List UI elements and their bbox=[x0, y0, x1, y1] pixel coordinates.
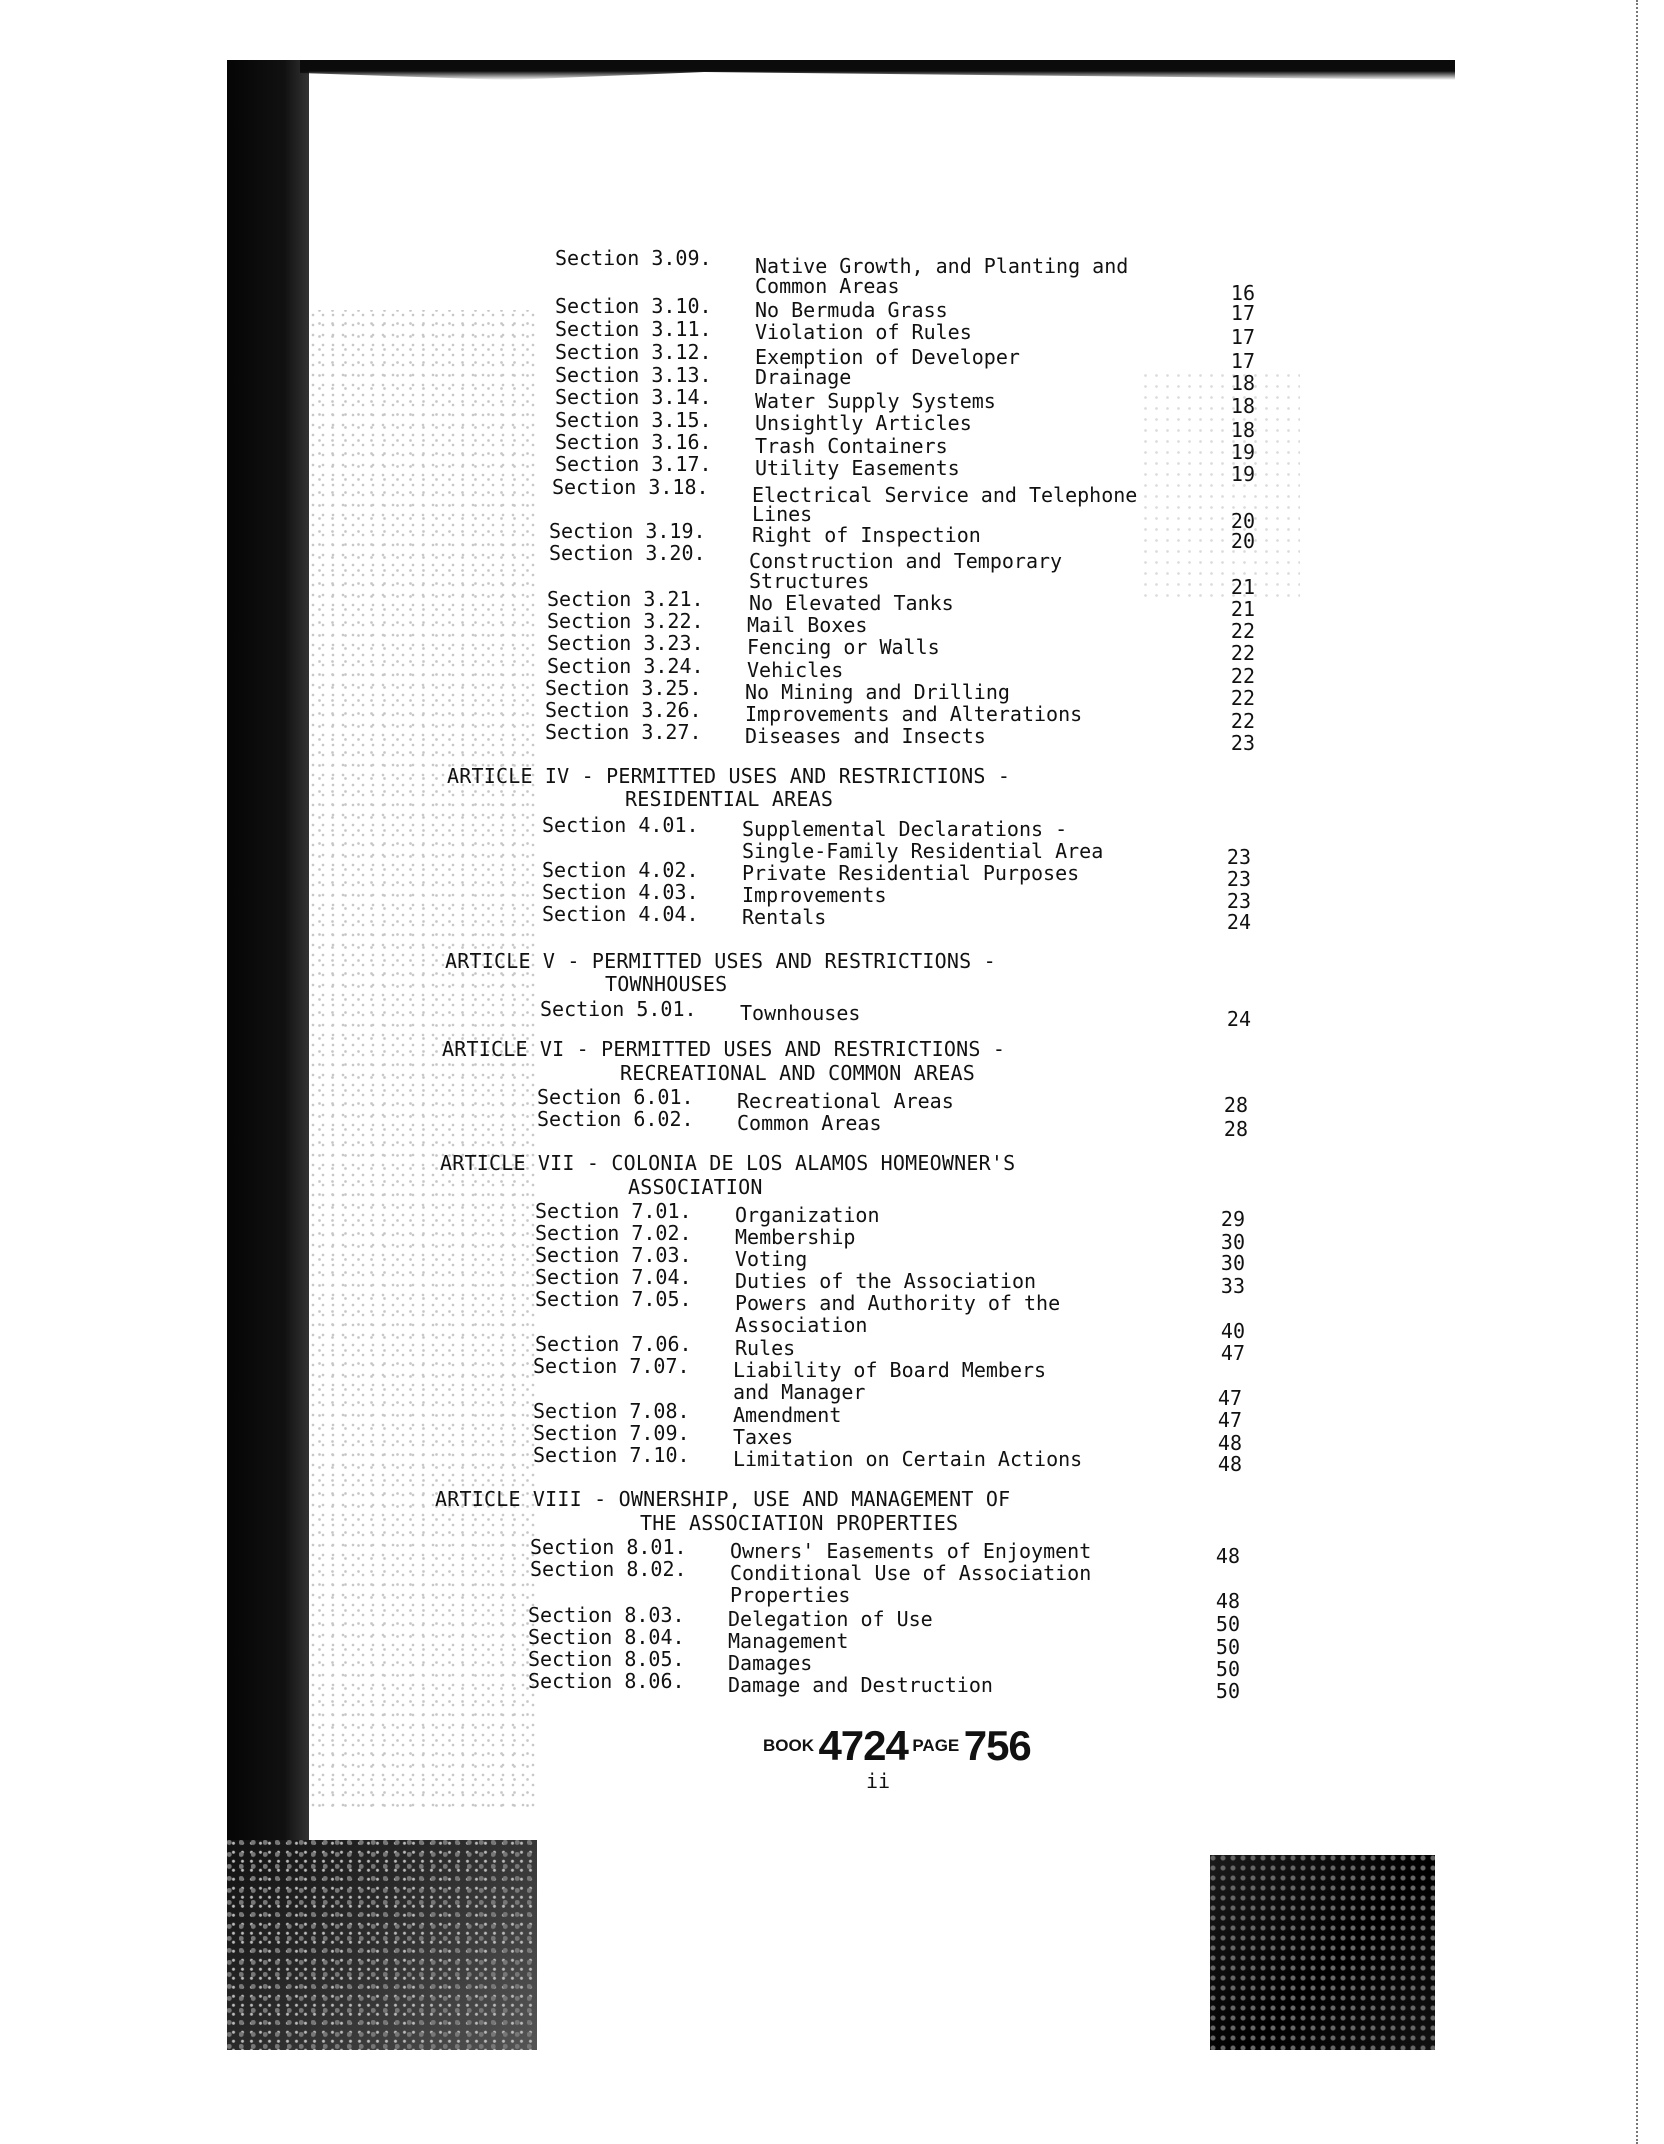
toc-page-number: 47 bbox=[1217, 1408, 1242, 1432]
article-heading: ARTICLE VIII - OWNERSHIP, USE AND MANAGEMENT OF bbox=[435, 1487, 1011, 1511]
toc-section-title: Organization bbox=[735, 1203, 880, 1227]
toc-page-number: 50 bbox=[1215, 1679, 1240, 1703]
toc-page-number: 20 bbox=[1230, 509, 1255, 533]
toc-section-number: Section 5.01. bbox=[540, 997, 697, 1021]
toc-page-number: 30 bbox=[1220, 1251, 1245, 1275]
toc-page-number: 50 bbox=[1215, 1635, 1240, 1659]
toc-section-number: Section 4.03. bbox=[542, 880, 699, 904]
toc-section-number: Section 8.05. bbox=[528, 1647, 685, 1671]
toc-section-number: Section 3.10. bbox=[555, 294, 712, 318]
article-heading: ARTICLE V - PERMITTED USES AND RESTRICTIONS - bbox=[445, 949, 996, 973]
toc-section-number: Section 7.07. bbox=[533, 1354, 690, 1378]
toc-section-title: Vehicles bbox=[747, 658, 844, 682]
toc-page-number: 17 bbox=[1230, 301, 1255, 325]
toc-section-title: No Mining and Drilling bbox=[745, 680, 1010, 704]
toc-section-number: Section 7.09. bbox=[533, 1421, 690, 1445]
toc-page-number: 18 bbox=[1230, 394, 1255, 418]
toc-page-number: 40 bbox=[1220, 1319, 1245, 1343]
toc-page-number: 48 bbox=[1215, 1589, 1240, 1613]
toc-section-number: Section 3.24. bbox=[547, 654, 704, 678]
toc-section-number: Section 6.02. bbox=[537, 1107, 694, 1131]
toc-section-number: Section 3.12. bbox=[555, 340, 712, 364]
toc-section-number: Section 3.13. bbox=[555, 363, 712, 387]
toc-section-number: Section 3.16. bbox=[555, 430, 712, 454]
toc-page-number: 29 bbox=[1220, 1207, 1245, 1231]
toc-page-number: 28 bbox=[1223, 1093, 1248, 1117]
toc-section-title: Limitation on Certain Actions bbox=[733, 1447, 1083, 1471]
toc-section-title: Utility Easements bbox=[755, 456, 960, 480]
page-number: 756 bbox=[963, 1722, 1031, 1769]
toc-section-number: Section 3.21. bbox=[547, 587, 704, 611]
toc-section-number: Section 3.14. bbox=[555, 385, 712, 409]
article-heading-continuation: TOWNHOUSES bbox=[605, 972, 728, 996]
toc-section-title: Exemption of Developer bbox=[755, 345, 1020, 369]
toc-page-number: 50 bbox=[1215, 1657, 1240, 1681]
article-heading: ARTICLE IV - PERMITTED USES AND RESTRICTIONS - bbox=[447, 764, 1011, 788]
article-heading: ARTICLE VII - COLONIA DE LOS ALAMOS HOMEOWNER'S bbox=[440, 1151, 1016, 1175]
toc-section-title: Drainage bbox=[755, 365, 852, 389]
book-page-stamp bbox=[763, 1722, 1031, 1771]
toc-page-number: 21 bbox=[1230, 597, 1255, 621]
page-label: PAGE bbox=[912, 1736, 960, 1755]
toc-section-title: Duties of the Association bbox=[735, 1269, 1037, 1293]
toc-section-title: Recreational Areas bbox=[737, 1089, 954, 1113]
toc-section-number: Section 7.03. bbox=[535, 1243, 692, 1267]
toc-section-title-continuation: Lines bbox=[752, 502, 813, 526]
toc-page-number: 20 bbox=[1230, 529, 1255, 553]
toc-section-number: Section 4.01. bbox=[542, 813, 699, 837]
toc-page-number: 23 bbox=[1226, 845, 1251, 869]
toc-section-title: Membership bbox=[735, 1225, 856, 1249]
toc-section-number: Section 3.26. bbox=[545, 698, 702, 722]
toc-section-title-continuation: and Manager bbox=[733, 1380, 866, 1404]
toc-page-number: 19 bbox=[1230, 462, 1255, 486]
toc-section-title: Construction and Temporary bbox=[749, 549, 1063, 573]
toc-page-number: 18 bbox=[1230, 418, 1255, 442]
toc-section-title-continuation: Common Areas bbox=[755, 274, 900, 298]
toc-section-title: Mail Boxes bbox=[747, 613, 868, 637]
toc-page-number: 28 bbox=[1223, 1117, 1248, 1141]
toc-section-number: Section 3.19. bbox=[549, 519, 706, 543]
book-label: BOOK bbox=[763, 1736, 814, 1755]
toc-section-number: Section 3.27. bbox=[545, 720, 702, 744]
article-heading-continuation: RESIDENTIAL AREAS bbox=[625, 787, 834, 811]
toc-section-title: Violation of Rules bbox=[755, 320, 972, 344]
toc-section-number: Section 3.22. bbox=[547, 609, 704, 633]
toc-section-title: Powers and Authority of the bbox=[735, 1291, 1061, 1315]
article-heading-continuation: ASSOCIATION bbox=[628, 1175, 763, 1199]
toc-section-number: Section 7.05. bbox=[535, 1287, 692, 1311]
toc-page-number: 23 bbox=[1226, 889, 1251, 913]
toc-section-title: Townhouses bbox=[740, 1001, 861, 1025]
toc-section-number: Section 7.08. bbox=[533, 1399, 690, 1423]
toc-section-title: Conditional Use of Association bbox=[730, 1561, 1092, 1585]
toc-section-title: Unsightly Articles bbox=[755, 411, 972, 435]
toc-page-number: 24 bbox=[1226, 910, 1251, 934]
toc-section-title: Management bbox=[728, 1629, 849, 1653]
toc-page-number: 48 bbox=[1215, 1544, 1240, 1568]
toc-section-title: No Bermuda Grass bbox=[755, 298, 948, 322]
toc-section-title: Fencing or Walls bbox=[747, 635, 940, 659]
toc-section-title: Voting bbox=[735, 1247, 808, 1271]
toc-section-number: Section 8.04. bbox=[528, 1625, 685, 1649]
toc-section-title: Liability of Board Members bbox=[733, 1358, 1047, 1382]
toc-page-number: 30 bbox=[1220, 1230, 1245, 1254]
toc-section-title: Owners' Easements of Enjoyment bbox=[730, 1539, 1092, 1563]
toc-page-number: 48 bbox=[1217, 1452, 1242, 1476]
toc-page-number: 21 bbox=[1230, 575, 1255, 599]
toc-section-title: Water Supply Systems bbox=[755, 389, 996, 413]
toc-section-number: Section 3.25. bbox=[545, 676, 702, 700]
toc-section-number: Section 7.06. bbox=[535, 1332, 692, 1356]
toc-page-number: 50 bbox=[1215, 1612, 1240, 1636]
toc-section-number: Section 7.01. bbox=[535, 1199, 692, 1223]
toc-section-title: No Elevated Tanks bbox=[749, 591, 954, 615]
toc-section-number: Section 3.09. bbox=[555, 246, 712, 270]
toc-section-number: Section 3.23. bbox=[547, 631, 704, 655]
toc-section-title: Diseases and Insects bbox=[745, 724, 986, 748]
toc-section-number: Section 7.02. bbox=[535, 1221, 692, 1245]
toc-page-number: 23 bbox=[1230, 731, 1255, 755]
article-heading-continuation: THE ASSOCIATION PROPERTIES bbox=[640, 1511, 959, 1535]
toc-page-number: 16 bbox=[1230, 281, 1255, 305]
toc-section-title-continuation: Association bbox=[735, 1313, 868, 1337]
book-number: 4724 bbox=[818, 1722, 908, 1769]
toc-section-number: Section 8.02. bbox=[530, 1557, 687, 1581]
toc-section-title: Improvements bbox=[742, 883, 887, 907]
toc-page-number: 22 bbox=[1230, 619, 1255, 643]
toc-section-title: Damages bbox=[728, 1651, 813, 1675]
toc-section-number: Section 6.01. bbox=[537, 1085, 694, 1109]
toc-section-number: Section 7.10. bbox=[533, 1443, 690, 1467]
toc-page-number: 22 bbox=[1230, 641, 1255, 665]
toc-section-number: Section 3.18. bbox=[552, 475, 709, 499]
toc-page-number: 22 bbox=[1230, 686, 1255, 710]
toc-page-number: 47 bbox=[1217, 1386, 1242, 1410]
toc-section-number: Section 3.20. bbox=[549, 541, 706, 565]
toc-section-title: Common Areas bbox=[737, 1111, 882, 1135]
toc-page-number: 22 bbox=[1230, 664, 1255, 688]
toc-section-number: Section 4.04. bbox=[542, 902, 699, 926]
toc-section-title: Amendment bbox=[733, 1403, 842, 1427]
toc-page-number: 17 bbox=[1230, 325, 1255, 349]
toc-section-title: Taxes bbox=[733, 1425, 794, 1449]
toc-section-title: Delegation of Use bbox=[728, 1607, 933, 1631]
toc-section-title: Supplemental Declarations - bbox=[742, 817, 1068, 841]
toc-section-number: Section 8.06. bbox=[528, 1669, 685, 1693]
article-heading-continuation: RECREATIONAL AND COMMON AREAS bbox=[620, 1061, 975, 1085]
toc-page-number: 18 bbox=[1230, 371, 1255, 395]
toc-section-title-continuation: Properties bbox=[730, 1583, 851, 1607]
toc-page-number: 33 bbox=[1220, 1274, 1245, 1298]
toc-section-title-continuation: Single-Family Residential Area bbox=[742, 839, 1104, 863]
toc-section-title: Right of Inspection bbox=[752, 523, 981, 547]
toc-page-number: 24 bbox=[1226, 1007, 1251, 1031]
toc-section-title: Electrical Service and Telephone bbox=[752, 483, 1138, 507]
toc-section-number: Section 3.15. bbox=[555, 408, 712, 432]
toc-page-number: 17 bbox=[1230, 349, 1255, 373]
toc-section-title: Damage and Destruction bbox=[728, 1673, 993, 1697]
toc-section-number: Section 8.03. bbox=[528, 1603, 685, 1627]
toc-section-number: Section 8.01. bbox=[530, 1535, 687, 1559]
toc-section-title: Native Growth, and Planting and bbox=[755, 254, 1129, 278]
toc-section-title: Rules bbox=[735, 1336, 796, 1360]
toc-section-title: Private Residential Purposes bbox=[742, 861, 1080, 885]
article-heading: ARTICLE VI - PERMITTED USES AND RESTRICTIONS - bbox=[442, 1037, 1006, 1061]
toc-section-number: Section 7.04. bbox=[535, 1265, 692, 1289]
toc-page-number: 19 bbox=[1230, 440, 1255, 464]
toc-page-number: 22 bbox=[1230, 709, 1255, 733]
toc-section-title: Improvements and Alterations bbox=[745, 702, 1083, 726]
toc-page-number: 23 bbox=[1226, 867, 1251, 891]
toc-section-title: Trash Containers bbox=[755, 434, 948, 458]
toc-section-number: Section 3.17. bbox=[555, 452, 712, 476]
toc-page-number: 48 bbox=[1217, 1431, 1242, 1455]
toc-page-number: 47 bbox=[1220, 1341, 1245, 1365]
toc-section-title-continuation: Structures bbox=[749, 569, 870, 593]
toc-section-number: Section 4.02. bbox=[542, 858, 699, 882]
page-footer-marker: ii bbox=[866, 1769, 891, 1793]
toc-section-title: Rentals bbox=[742, 905, 827, 929]
toc-section-number: Section 3.11. bbox=[555, 317, 712, 341]
